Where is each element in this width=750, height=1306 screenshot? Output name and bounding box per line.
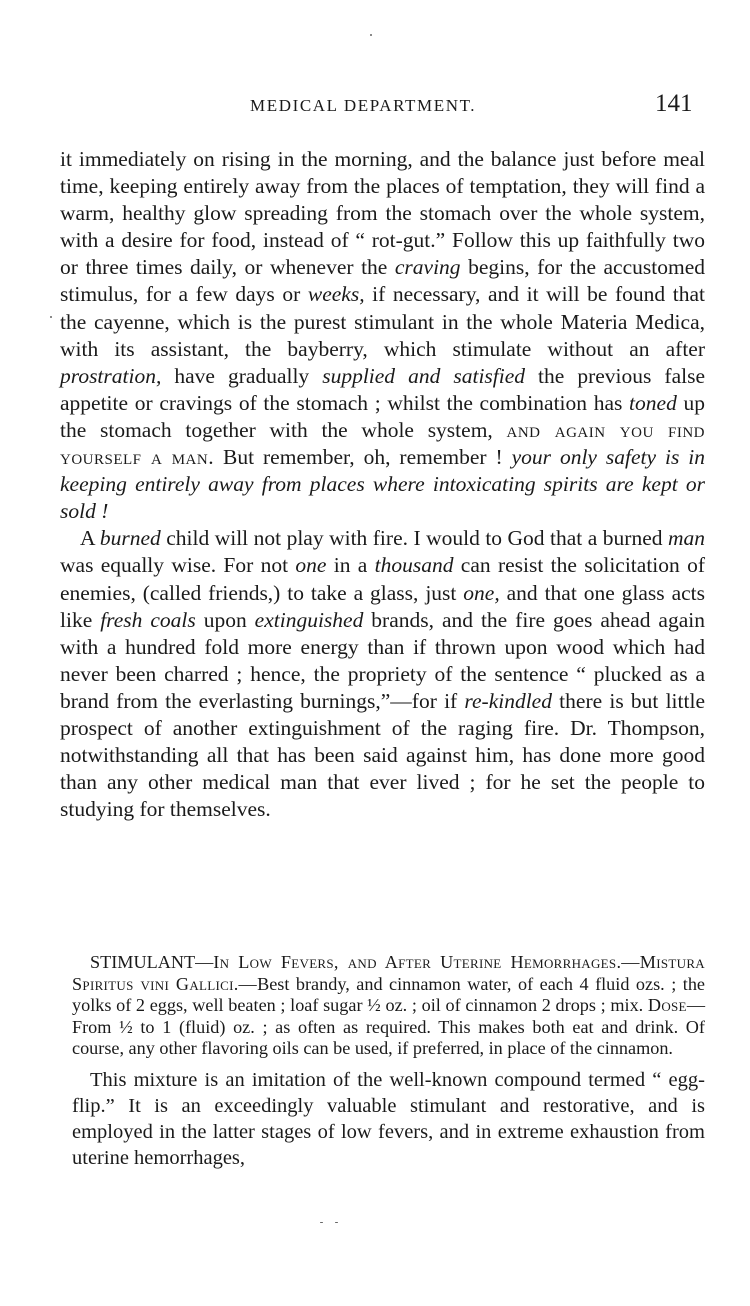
italic-run: toned (629, 390, 677, 415)
page-speck (50, 316, 52, 318)
paragraph-egg-flip (72, 1067, 705, 1171)
text-run: and that one glass acts like (60, 580, 705, 632)
italic-run: prostration, (60, 363, 162, 388)
page-header (0, 92, 750, 122)
paragraph-burned-child (60, 525, 705, 823)
paragraph-temperance-remedy (60, 146, 705, 525)
text-run: in a (326, 553, 375, 578)
main-text (60, 146, 705, 823)
text-run: But remember, oh, remember ! (214, 445, 512, 470)
page-speck (335, 1222, 338, 1223)
italic-run: one, (463, 580, 500, 605)
text-run: it immediately on rising in the morning, and the balance just before meal time, keeping entirely away from the places of temptation, they will find a warm, healthy glow spreading from the stomach over the whole system, with a desire for food, instead of “ rot-gut.” Follow this up faithfully two or three times daily, or whenever the (60, 147, 705, 280)
italic-run: craving (394, 255, 461, 280)
text-run: brands, and the fire goes ahead again with a hundred fold more energy than if thrown upon wood which had never been charred ; hence, the propriety of the sentence “ plucked as a brand from the everlasting burnings,”—for if (60, 607, 705, 713)
text-run: if necessary, and it will be found that the cayenne, which is the purest stimulant in the whole Materia Medica, with its assistant, the bayberry, which stimulate without an after (60, 282, 705, 361)
italic-run: your only safety is in keeping entirely away from places where intoxicating spirits are kept or sold ! (60, 445, 705, 524)
text-run: up the stomach together with the whole system, (60, 390, 706, 442)
italic-run: one (295, 553, 327, 578)
text-run: upon (195, 607, 255, 632)
small-caps-run: and again you find yourself a man. (60, 417, 705, 470)
italic-run: man (667, 526, 705, 551)
text-run: the previous false appetite or cravings of the stomach ; whilst the combination has (60, 363, 705, 415)
italic-run: thousand (374, 553, 454, 578)
text-run: —From ½ to 1 (fluid) oz. ; as often as required. This makes both eat and drink. Of course, any other flavoring oils can be used, if preferred, in place of the cinnamon. (72, 995, 705, 1059)
italic-run: supplied and satisfied (322, 363, 526, 388)
running-title: MEDICAL DEPARTMENT. (250, 96, 477, 115)
text-run: A (80, 526, 100, 551)
page-number: 141 (655, 90, 693, 117)
stimulant-recipe (72, 952, 705, 1060)
page-speck (370, 34, 372, 36)
small-caps-run: In Low Fevers, and After Uterine Hemorrhages.—Mistura Spiritus vini Gallici.— (72, 952, 705, 994)
text-run: was equally wise. For not (60, 553, 296, 578)
text-run: there is but little prospect of another extinguishment of the raging fire. Dr. Thompson, notwithstanding all that has been said against him, has done more good than any other medical man that ever lived ; for he set the people to studying for themselves. (60, 688, 705, 822)
text-run: This mixture is an imitation of the well-known compound termed “ egg-flip.” It is an exceedingly valuable stimulant and restorative, and is employed in the latter stages of low fevers, and in extreme exhaustion from uterine hemorrhages, (72, 1069, 705, 1169)
small-caps-run: Dose (647, 995, 687, 1016)
recipe-text (72, 952, 705, 1060)
text-run: Best brandy, and cinnamon water, of each 4 fluid ozs. ; the yolks of 2 eggs, well beaten ; loaf sugar ½ oz. ; oil of cinnamon 2 drops ; mix. (72, 973, 706, 1016)
italic-run: burned (99, 526, 161, 551)
text-run: begins, for the accustomed stimulus, for a few days or (60, 255, 706, 307)
closing-text (72, 1067, 705, 1171)
text-run: STIMULANT— (90, 952, 214, 972)
italic-run: fresh coals (100, 607, 196, 632)
italic-run: re-kindled (464, 688, 552, 713)
text-run: can resist the solicitation of enemies, (called friends,) to take a glass, just (60, 553, 705, 605)
text-run: have gradually (161, 363, 323, 388)
text-run: child will not play with fire. I would to God that a burned (160, 526, 668, 551)
page-speck (320, 1222, 323, 1223)
italic-run: weeks, (307, 282, 365, 307)
italic-run: extinguished (254, 607, 364, 632)
